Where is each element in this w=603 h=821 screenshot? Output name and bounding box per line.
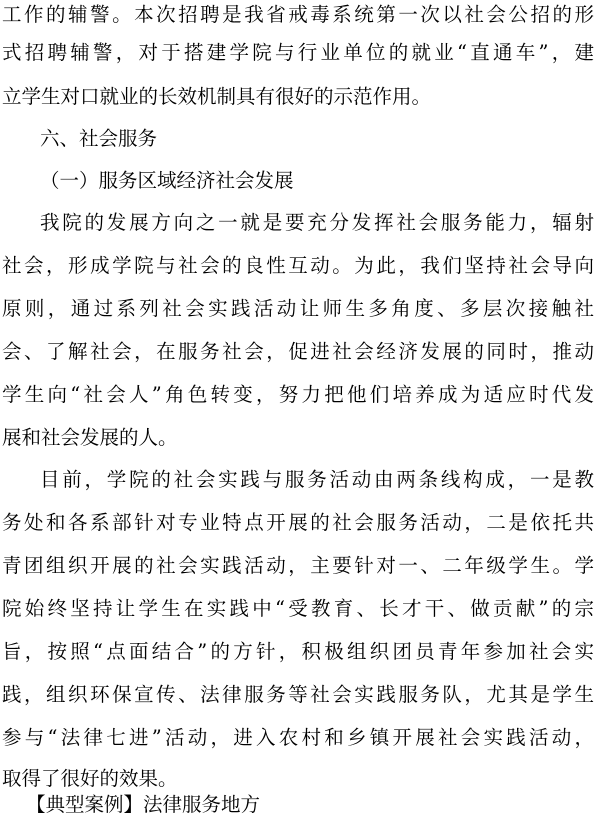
paragraph-2-line-8: 取得了很好的效果。 — [2, 767, 178, 790]
subsection-heading: （一）服务区域经济社会发展 — [40, 169, 294, 192]
intro-line-2: 式招聘辅警，对于搭建学院与行业单位的就业“直通车”，建 — [2, 41, 594, 64]
intro-line-3: 立学生对口就业的长效机制具有很好的示范作用。 — [2, 85, 432, 108]
paragraph-1-line-1: 我院的发展方向之一就是要充分发挥社会服务能力，辐射 — [40, 211, 594, 234]
case-title: 【典型案例】法律服务地方 — [26, 793, 261, 816]
paragraph-2-line-7: 参与“法律七进”活动，进入农村和乡镇开展社会实践活动， — [2, 726, 594, 749]
paragraph-1-line-2: 社会，形成学院与社会的良性互动。为此，我们坚持社会导向 — [2, 254, 594, 277]
paragraph-1-line-4: 会、了解社会，在服务社会，促进社会经济发展的同时，推动 — [2, 340, 594, 363]
paragraph-2-line-4: 院始终坚持让学生在实践中“受教育、长才干、做贡献”的宗 — [2, 597, 594, 620]
paragraph-2-line-2: 务处和各系部针对专业特点开展的社会服务活动，二是依托共 — [2, 511, 594, 534]
paragraph-1-line-3: 原则，通过系列社会实践活动让师生多角度、多层次接触社 — [2, 297, 594, 320]
paragraph-1-line-6: 展和社会发展的人。 — [2, 426, 178, 449]
paragraph-2-line-1: 目前，学院的社会实践与服务活动由两条线构成，一是教 — [40, 468, 594, 491]
paragraph-1-line-5: 学生向“社会人”角色转变，努力把他们培养成为适应时代发 — [2, 383, 594, 406]
section-heading: 六、社会服务 — [40, 127, 158, 150]
paragraph-2-line-5: 旨，按照“点面结合”的方针，积极组织团员青年参加社会实 — [2, 640, 594, 663]
intro-line-1: 工作的辅警。本次招聘是我省戒毒系统第一次以社会公招的形 — [2, 3, 594, 26]
paragraph-2-line-6: 践，组织环保宣传、法律服务等社会实践服务队，尤其是学生 — [2, 683, 594, 706]
paragraph-2-line-3: 青团组织开展的社会实践活动，主要针对一、二年级学生。学 — [2, 554, 594, 577]
